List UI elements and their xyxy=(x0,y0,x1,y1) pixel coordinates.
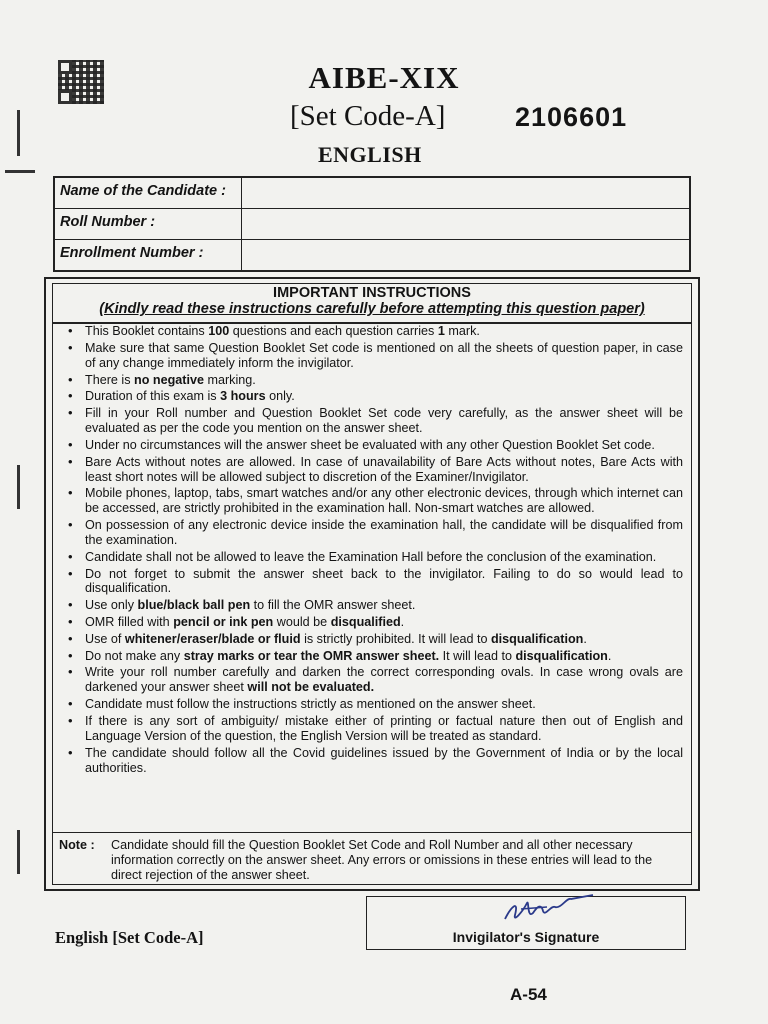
instruction-item: • The candidate should follow all the Covid guidelines issued by the Government of India or by the local authorities. xyxy=(63,746,683,776)
instruction-item: • Bare Acts without notes are allowed. In case of unavailability of Bare Acts without notes, Bare Acts with least short notes will be allowed subject to discretion of the Examiner/Invigilator. xyxy=(63,455,683,485)
candidate-name-label: Name of the Candidate : xyxy=(60,183,226,199)
note-label: Note : xyxy=(59,838,95,852)
instruction-item: • Under no circumstances will the answer sheet be evaluated with any other Question Booklet Set code. xyxy=(63,438,683,453)
code-number: 2106601 xyxy=(515,102,628,132)
binding-mark xyxy=(5,170,35,173)
signature-scribble-icon xyxy=(497,889,607,929)
instructions-heading: IMPORTANT INSTRUCTIONS xyxy=(273,285,471,301)
roll-number-label: Roll Number : xyxy=(60,214,156,230)
invigilator-signature-box xyxy=(366,896,686,950)
candidate-name-row xyxy=(55,178,689,209)
binding-mark xyxy=(17,110,20,156)
binding-mark xyxy=(17,465,20,509)
instruction-item: • This Booklet contains 100 questions and each question carries 1 mark. xyxy=(63,324,683,339)
instructions-list xyxy=(63,324,683,777)
language-label: ENGLISH xyxy=(318,142,422,167)
instruction-item: • Candidate shall not be allowed to leave the Examination Hall before the conclusion of the examination. xyxy=(63,550,683,565)
enrollment-number-label: Enrollment Number : xyxy=(60,245,204,261)
binding-mark xyxy=(17,830,20,874)
instruction-item: • Use only blue/black ball pen to fill the OMR answer sheet. xyxy=(63,598,683,613)
invigilator-signature-label: Invigilator's Signature xyxy=(452,929,600,945)
instruction-item: • Duration of this exam is 3 hours only. xyxy=(63,389,683,404)
set-code: [Set Code-A] xyxy=(290,100,446,132)
page-number: A-54 xyxy=(510,985,547,1004)
note-text: Candidate should fill the Question Booklet Set Code and Roll Number and all other necessary information correctly on the answer sheet. Any errors or omissions in these entries will lead to the direct rejection of the answer sheet. xyxy=(111,838,653,882)
note-section xyxy=(59,838,683,883)
exam-title: AIBE-XIX xyxy=(308,60,460,95)
instruction-item: • There is no negative marking. xyxy=(63,373,683,388)
instruction-item: • Write your roll number carefully and darken the correct corresponding ovals. In case wrong ovals are darkened your answer sheet will not be evaluated. xyxy=(63,665,683,695)
instruction-item: • On possession of any electronic device inside the examination hall, the candidate will be disqualified from the examination. xyxy=(63,518,683,548)
instruction-item: • Make sure that same Question Booklet Set code is mentioned on all the sheets of question paper, in case of any change immediately inform the invigilator. xyxy=(63,341,683,371)
instruction-item: • Do not make any stray marks or tear the OMR answer sheet. It will lead to disqualification. xyxy=(63,649,683,664)
candidate-details-table xyxy=(53,176,691,272)
instructions-box xyxy=(44,277,700,891)
instructions-subheading: (Kindly read these instructions carefully before attempting this question paper) xyxy=(99,301,645,317)
instruction-item: • OMR filled with pencil or ink pen would be disqualified. xyxy=(63,615,683,630)
instruction-item: • If there is any sort of ambiguity/ mistake either of printing or factual nature then out of English and Language Version of the question, the English Version will be treated as standard. xyxy=(63,714,683,744)
instruction-item: • Candidate must follow the instructions strictly as mentioned on the answer sheet. xyxy=(63,697,683,712)
instruction-item: • Do not forget to submit the answer sheet back to the invigilator. Failing to do so would lead to disqualification. xyxy=(63,567,683,597)
footer-set-code: English [Set Code-A] xyxy=(55,928,204,947)
enrollment-number-row xyxy=(55,240,689,271)
instruction-item: • Fill in your Roll number and Question Booklet Set code very carefully, as the answer sheet will be evaluated as per the code you mention on the answer sheet. xyxy=(63,406,683,436)
instructions-header xyxy=(53,284,691,324)
roll-number-row xyxy=(55,209,689,240)
instruction-item: • Use of whitener/eraser/blade or fluid is strictly prohibited. It will lead to disqualification. xyxy=(63,632,683,647)
instruction-item: • Mobile phones, laptop, tabs, smart watches and/or any other electronic devices, through which internet can be accessed, are strictly prohibited in the examination hall. Non-smart watches are allowed. xyxy=(63,486,683,516)
